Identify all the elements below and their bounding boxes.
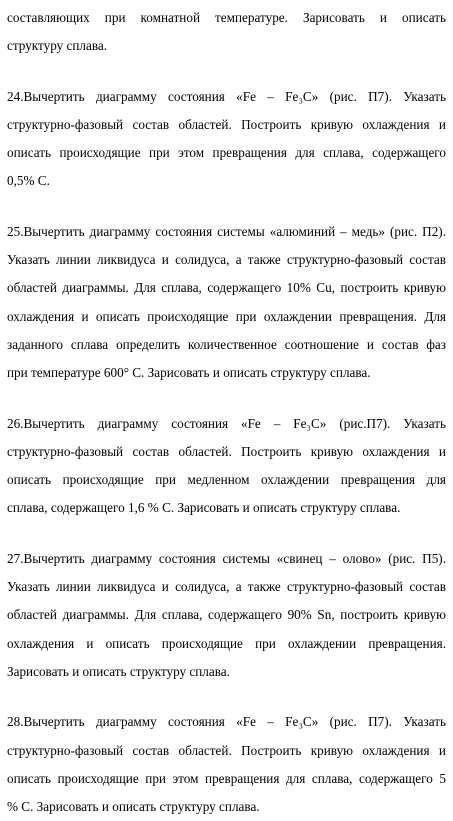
text-line: 27.Вычертить диаграмму состояния системы «свинец – олово» (рис. П5). xyxy=(7,550,446,566)
task-28 xyxy=(7,708,446,821)
task-24 xyxy=(7,83,446,196)
text-line: составляющих при комнатной температуре. Зарисовать и описать xyxy=(7,10,446,25)
text-line: областей диаграммы. Для сплава, содержащего 90% Sn, построить кривую xyxy=(7,607,446,623)
text-line: структуру сплава. xyxy=(7,38,108,54)
text-line: описать происходящие при медленном охлаждении превращения для xyxy=(7,472,446,488)
text-line: сплава, содержащего 1,6 % С. Зарисовать и описать структуру сплава. xyxy=(7,500,401,516)
task-25 xyxy=(7,218,446,388)
paragraph-intro xyxy=(7,4,446,61)
text-line: 0,5% С. xyxy=(7,173,50,189)
text-line: структурно-фазовый состав областей. Построить кривую охлаждения и xyxy=(7,443,446,459)
text-line: описать происходящие при этом превращения для сплава, содержащего 5 xyxy=(7,770,446,786)
task-26 xyxy=(7,410,446,523)
text-line: 28.Вычертить диаграмму состояния «Fe – Fe₃C» (рис. П7). Указать xyxy=(7,714,446,730)
text-line: 24.Вычертить диаграмму состояния «Fe – Fe₃C» (рис. П7). Указать xyxy=(7,88,446,104)
task-27 xyxy=(7,545,446,686)
text-line: при температуре 600° С. Зарисовать и описать структуру сплава. xyxy=(7,365,371,381)
text-line: 25.Вычертить диаграмму состояния системы «алюминий – медь» (рис. П2). xyxy=(7,223,446,239)
text-line: Зарисовать и описать структуру сплава. xyxy=(7,663,230,679)
text-line: охлаждения и описать происходящие при охлаждении превращения. xyxy=(7,635,446,651)
text-line: заданного сплава определить количественное соотношение и состав фаз xyxy=(7,336,446,352)
text-line: структурно-фазовый состав областей. Построить кривую охлаждения и xyxy=(7,742,446,758)
text-line: % С. Зарисовать и описать структуру сплава. xyxy=(7,799,260,815)
text-line: областей диаграммы. Для сплава, содержащего 10% Cu, построить кривую xyxy=(7,280,446,296)
text-line: Указать линии ликвидуса и солидуса, а также структурно-фазовый состав xyxy=(7,252,446,268)
text-line: 26.Вычертить диаграмму состояния «Fe – Fe₃C» (рис.П7). Указать xyxy=(7,415,446,431)
text-line: описать происходящие при этом превращения для сплава, содержащего xyxy=(7,145,446,161)
text-line: охлаждения и описать происходящие при охлаждении превращения. Для xyxy=(7,308,446,324)
text-line: структурно-фазовый состав областей. Построить кривую охлаждения и xyxy=(7,116,446,132)
text-line: Указать линии ликвидуса и солидуса, а также структурно-фазовый состав xyxy=(7,579,446,595)
